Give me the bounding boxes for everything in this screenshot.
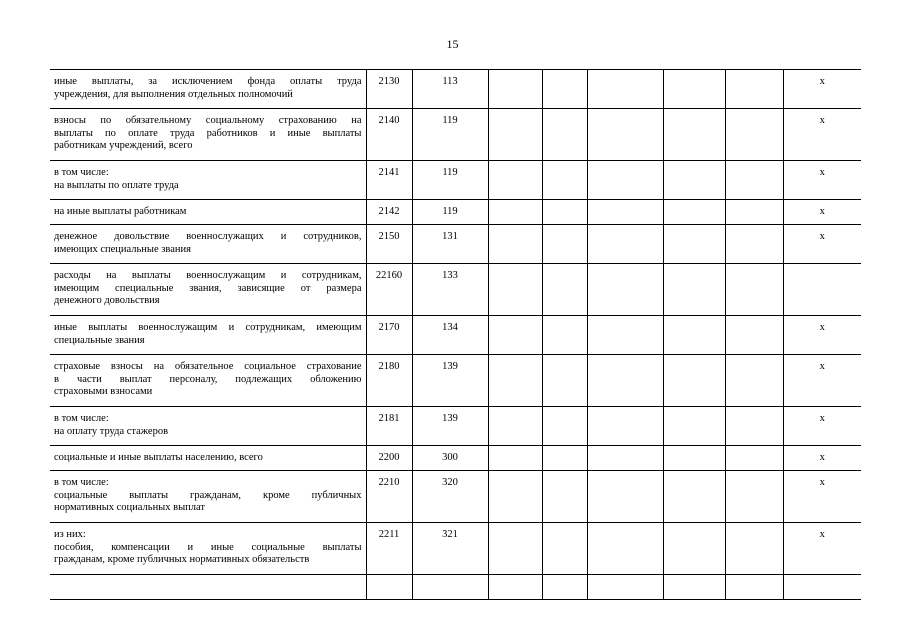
value-cell	[587, 70, 663, 109]
description-line: на выплаты по оплате труда	[54, 179, 179, 191]
row-code: 2211	[366, 523, 412, 575]
value-cell	[663, 316, 725, 355]
row-code: 2130	[366, 70, 412, 109]
value-cell	[488, 161, 542, 200]
value-cell	[587, 264, 663, 316]
row-kosgu: 131	[412, 225, 488, 264]
description-line: специальные звания	[54, 334, 145, 346]
row-code: 2150	[366, 225, 412, 264]
description-line: имеющих специальные звания	[54, 243, 191, 255]
description-line: нормативных социальных выплат	[54, 502, 205, 513]
description-line: социальные выплаты гражданам, кроме публичных	[54, 489, 362, 501]
value-cell	[587, 575, 663, 600]
row-description	[50, 70, 366, 109]
value-cell	[587, 407, 663, 446]
value-cell	[663, 70, 725, 109]
row-kosgu: 300	[412, 446, 488, 471]
row-code: 2141	[366, 161, 412, 200]
value-cell	[725, 446, 783, 471]
row-description	[50, 355, 366, 407]
value-cell	[488, 316, 542, 355]
value-cell	[542, 575, 587, 600]
value-cell	[587, 316, 663, 355]
table-row	[50, 264, 861, 316]
value-cell	[542, 355, 587, 407]
value-cell	[542, 225, 587, 264]
row-mark: х	[783, 316, 861, 355]
value-cell	[488, 446, 542, 471]
value-cell	[725, 523, 783, 575]
row-mark: х	[783, 200, 861, 225]
description-line: работникам учреждений, всего	[54, 140, 193, 151]
value-cell	[663, 407, 725, 446]
table-body	[50, 70, 861, 600]
row-mark	[783, 575, 861, 600]
row-description	[50, 225, 366, 264]
table-row	[50, 575, 861, 600]
value-cell	[587, 471, 663, 523]
value-cell	[663, 161, 725, 200]
description-line: денежного довольствия	[54, 295, 160, 306]
description-line: выплаты по оплате труда работников и иные выплаты	[54, 127, 362, 139]
value-cell	[542, 109, 587, 161]
value-cell	[488, 407, 542, 446]
table-row	[50, 407, 861, 446]
value-cell	[587, 355, 663, 407]
table-row	[50, 161, 861, 200]
table-row	[50, 316, 861, 355]
value-cell	[663, 523, 725, 575]
value-cell	[542, 200, 587, 225]
description-line: денежное довольствие военнослужащих и сотрудников,	[54, 231, 362, 242]
row-description	[50, 407, 366, 446]
row-description	[50, 161, 366, 200]
value-cell	[488, 109, 542, 161]
row-kosgu: 119	[412, 200, 488, 225]
value-cell	[542, 161, 587, 200]
description-line: имеющим специальные звания, зависящие от размера	[54, 282, 362, 294]
row-kosgu: 119	[412, 161, 488, 200]
table-row	[50, 446, 861, 471]
value-cell	[587, 200, 663, 225]
row-mark: х	[783, 523, 861, 575]
description-line: на оплату труда стажеров	[54, 425, 169, 437]
row-kosgu	[412, 575, 488, 600]
row-code: 2210	[366, 471, 412, 523]
description-line: в том числе:	[54, 167, 109, 178]
value-cell	[663, 355, 725, 407]
row-mark: х	[783, 225, 861, 264]
row-description	[50, 523, 366, 575]
page-number: 15	[446, 37, 459, 51]
row-description	[50, 264, 366, 316]
value-cell	[725, 407, 783, 446]
table-row	[50, 109, 861, 161]
table-row	[50, 70, 861, 109]
row-description	[50, 316, 366, 355]
row-code: 2180	[366, 355, 412, 407]
value-cell	[725, 109, 783, 161]
row-mark: х	[783, 161, 861, 200]
description-line: в том числе:	[54, 413, 109, 424]
value-cell	[488, 225, 542, 264]
value-cell	[663, 446, 725, 471]
value-cell	[725, 316, 783, 355]
row-mark: х	[783, 407, 861, 446]
value-cell	[542, 407, 587, 446]
value-cell	[542, 316, 587, 355]
row-kosgu: 134	[412, 316, 488, 355]
value-cell	[725, 355, 783, 407]
row-description	[50, 446, 366, 471]
table-row	[50, 471, 861, 523]
value-cell	[488, 523, 542, 575]
table-row	[50, 523, 861, 575]
description-line: иные выплаты, за исключением фонда оплаты труда	[54, 76, 362, 87]
value-cell	[663, 109, 725, 161]
value-cell	[663, 225, 725, 264]
value-cell	[542, 523, 587, 575]
description-line: в части выплат персоналу, подлежащих обложению	[54, 373, 362, 385]
row-description	[50, 200, 366, 225]
row-code: 2200	[366, 446, 412, 471]
value-cell	[488, 471, 542, 523]
row-kosgu: 320	[412, 471, 488, 523]
value-cell	[725, 200, 783, 225]
row-code: 2140	[366, 109, 412, 161]
description-line: социальные и иные выплаты населению, всего	[54, 452, 263, 463]
row-kosgu: 133	[412, 264, 488, 316]
value-cell	[488, 200, 542, 225]
description-line: из них:	[54, 529, 86, 540]
row-code: 2142	[366, 200, 412, 225]
description-line: в том числе:	[54, 477, 109, 488]
value-cell	[663, 471, 725, 523]
row-mark: х	[783, 446, 861, 471]
row-mark	[783, 264, 861, 316]
value-cell	[725, 161, 783, 200]
table-row	[50, 355, 861, 407]
value-cell	[542, 264, 587, 316]
row-description	[50, 109, 366, 161]
value-cell	[663, 264, 725, 316]
row-kosgu: 139	[412, 407, 488, 446]
value-cell	[587, 523, 663, 575]
row-mark: х	[783, 70, 861, 109]
value-cell	[488, 575, 542, 600]
row-kosgu: 113	[412, 70, 488, 109]
row-kosgu: 119	[412, 109, 488, 161]
budget-table	[50, 69, 861, 600]
value-cell	[725, 70, 783, 109]
row-description	[50, 471, 366, 523]
description-line: иные выплаты военнослужащим и сотрудникам, имеющим	[54, 322, 362, 333]
value-cell	[587, 161, 663, 200]
value-cell	[542, 471, 587, 523]
value-cell	[587, 225, 663, 264]
description-line: учреждения, для выполнения отдельных полномочий	[54, 88, 293, 100]
row-code: 2170	[366, 316, 412, 355]
value-cell	[488, 355, 542, 407]
row-code	[366, 575, 412, 600]
description-line: страховыми взносами	[54, 386, 153, 397]
value-cell	[587, 109, 663, 161]
table-row	[50, 225, 861, 264]
description-line: страховые взносы на обязательное социальное страхование	[54, 361, 362, 372]
row-code: 2181	[366, 407, 412, 446]
table-row	[50, 200, 861, 225]
value-cell	[663, 575, 725, 600]
value-cell	[488, 70, 542, 109]
value-cell	[488, 264, 542, 316]
description-line: взносы по обязательному социальному страхованию на	[54, 115, 362, 126]
description-line: гражданам, кроме публичных нормативных обязательств	[54, 554, 310, 565]
description-line: расходы на выплаты военнослужащим и сотрудникам,	[54, 270, 362, 281]
value-cell	[663, 200, 725, 225]
value-cell	[725, 225, 783, 264]
row-mark: х	[783, 355, 861, 407]
value-cell	[542, 446, 587, 471]
row-code: 22160	[366, 264, 412, 316]
value-cell	[587, 446, 663, 471]
row-mark: х	[783, 471, 861, 523]
row-kosgu: 321	[412, 523, 488, 575]
row-description	[50, 575, 366, 600]
description-line: пособия, компенсации и иные социальные выплаты	[54, 541, 362, 553]
description-line: на иные выплаты работникам	[54, 206, 187, 217]
value-cell	[542, 70, 587, 109]
value-cell	[725, 471, 783, 523]
row-kosgu: 139	[412, 355, 488, 407]
row-mark: х	[783, 109, 861, 161]
value-cell	[725, 575, 783, 600]
value-cell	[725, 264, 783, 316]
